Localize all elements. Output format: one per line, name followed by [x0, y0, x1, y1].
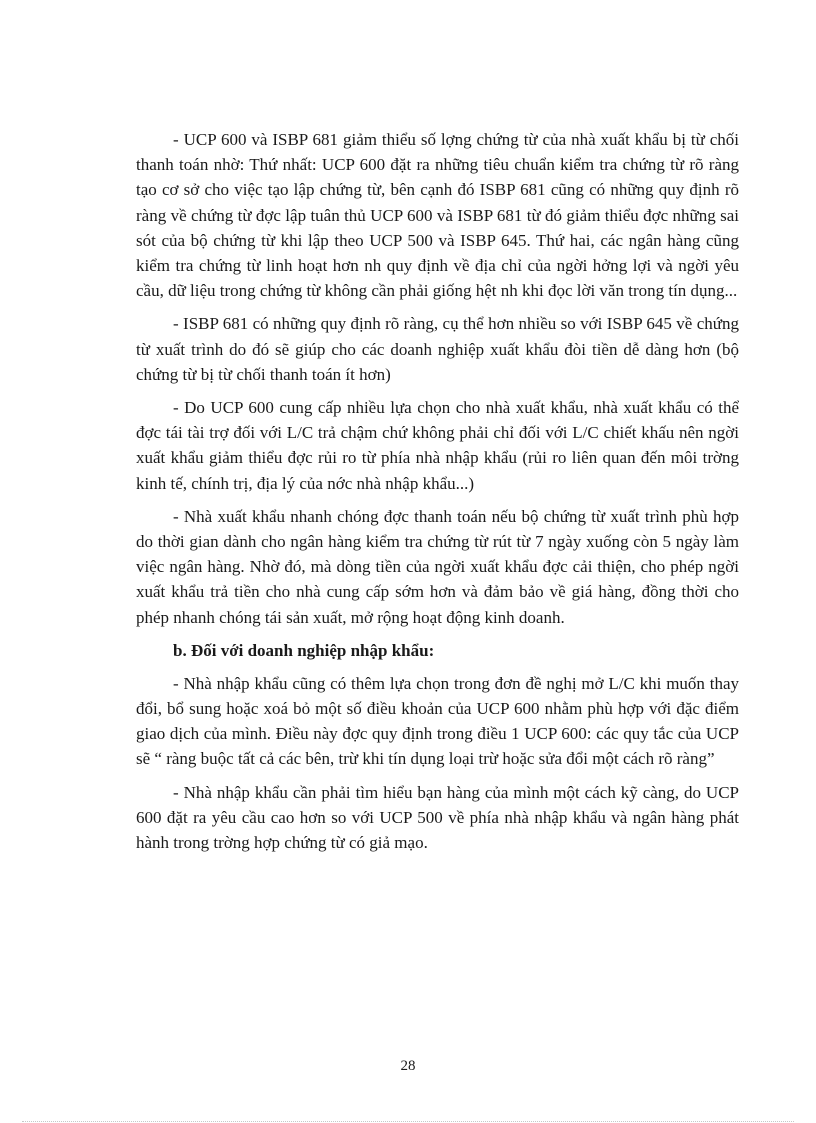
- paragraph-isbp-681-clarity: - ISBP 681 có những quy định rõ ràng, cụ thể hơn nhiều so với ISBP 645 về chứng từ xuất trình do đó sẽ giúp cho các doanh nghiệp xuất khẩu đòi tiền dễ dàng hơn (bộ chứng từ bị từ chối thanh toán ít hơn): [136, 314, 739, 384]
- document-body: [136, 127, 739, 863]
- paragraph-refinancing-options: - Do UCP 600 cung cấp nhiều lựa chọn cho nhà xuất khẩu, nhà xuất khẩu có thể đợc tái tài trợ đối với L/C trả chậm chứ không phải chỉ đối với L/C chiết khấu nên ngời xuất khẩu giảm thiểu đợc rủi ro từ phía nhà nhập khẩu (rủi ro liên quan đến môi trờng kinh tế, chính trị, địa lý của nớc nhà nhập khẩu...): [136, 398, 739, 493]
- paragraph-importer-choices: - Nhà nhập khẩu cũng có thêm lựa chọn trong đơn đề nghị mở L/C khi muốn thay đổi, bổ sung hoặc xoá bỏ một số điều khoản của UCP 600 nhằm phù hợp với đặc điểm giao dịch của mình. Điều này đợc quy định trong điều 1 UCP 600: các quy tắc của UCP sẽ “ ràng buộc tất cả các bên, trừ khi tín dụng loại trừ hoặc sửa đổi một cách rõ ràng”: [136, 673, 739, 769]
- paragraph-importer-due-diligence: - Nhà nhập khẩu cần phải tìm hiểu bạn hàng của mình một cách kỹ càng, do UCP 600 đặt ra yêu cầu cao hơn so với UCP 500 về phía nhà nhập khẩu và ngân hàng phát hành trong trờng hợp chứng từ có giả mạo.: [136, 782, 739, 853]
- page-number: 28: [400, 1058, 416, 1074]
- page-bottom-divider: [22, 1121, 794, 1122]
- paragraph-faster-payment: - Nhà xuất khẩu nhanh chóng đợc thanh toán nếu bộ chứng từ xuất trình phù hợp do thời gian dành cho ngân hàng kiểm tra chứng từ rút từ 7 ngày xuống còn 5 ngày làm việc ngân hàng. Nhờ đó, mà dòng tiền của ngời xuất khẩu đợc cải thiện, cho phép ngời xuất khẩu trả tiền cho nhà cung cấp sớm hơn và đảm bảo về giá hàng, đồng thời cho phép nhanh chóng tái sản xuất, mở rộng hoạt động kinh doanh.: [136, 506, 739, 627]
- paragraph-ucp-isbp-reduce-rejection: - UCP 600 và ISBP 681 giảm thiểu số lợng chứng từ của nhà xuất khẩu bị từ chối thanh toán nhờ: Thứ nhất: UCP 600 đặt ra những tiêu chuẩn kiểm tra chứng từ rõ ràng tạo cơ sở cho việc tạo lập chứng từ, bên cạnh đó ISBP 681 cũng có những quy định rõ ràng về chứng từ đợc lập tuân thủ UCP 600 và ISBP 681 từ đó giảm thiểu đợc những sai sót của bộ chứng từ khi lập theo UCP 500 và ISBP 645. Thứ hai, các ngân hàng cũng kiểm tra chứng từ linh hoạt hơn nh quy định về địa chỉ của ngời hởng lợi và ngời yêu cầu, dữ liệu trong chứng từ không cần phải giống hệt nh khi đọc lời văn trong tín dụng...: [136, 130, 739, 301]
- section-heading-importers: b. Đối với doanh nghiệp nhập khẩu:: [173, 640, 435, 660]
